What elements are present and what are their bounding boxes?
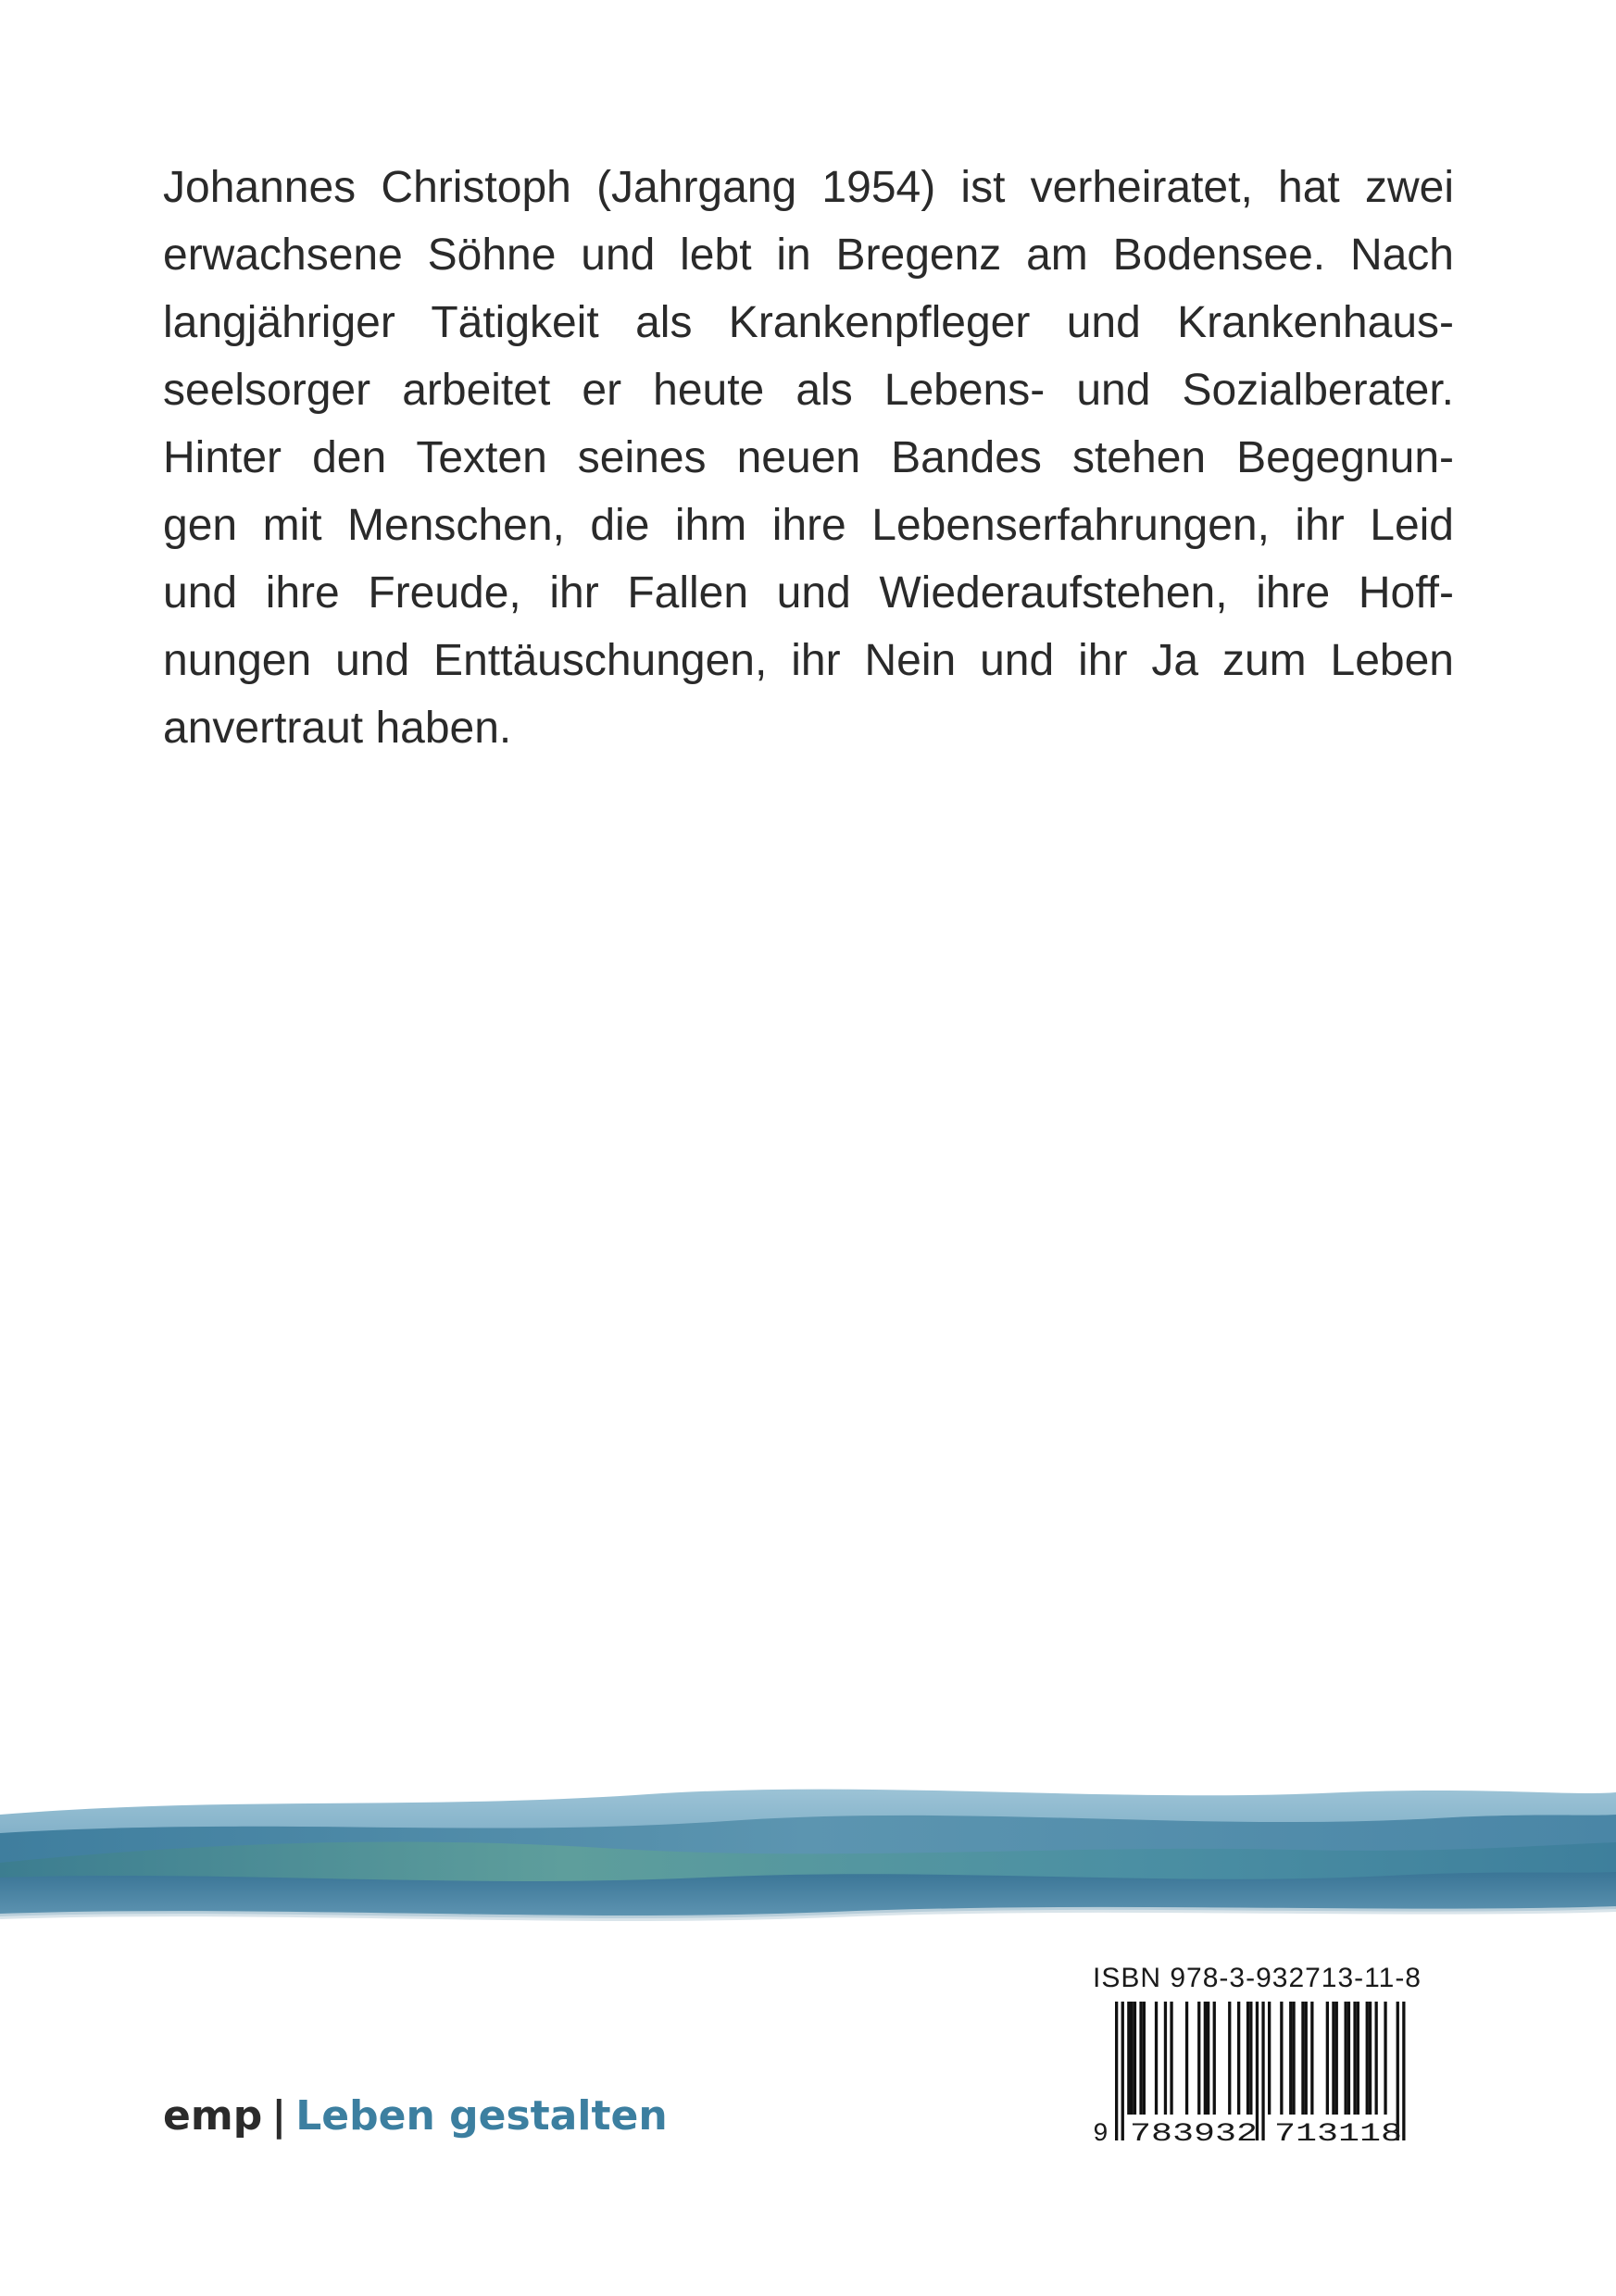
isbn-barcode-block [1093,1963,1435,2148]
barcode-bar [1332,2002,1334,2115]
blurb-line: erwachsene Söhne und lebt in Bregenz am Bodensee. Nach [163,231,1454,280]
barcode-bar [1204,2002,1207,2115]
barcode-bar [1357,2002,1359,2115]
barcode-bar [1289,2002,1292,2115]
barcode-bar [1121,2002,1124,2140]
isbn-label: ISBN 978-3-932713-11-8 [1093,1963,1422,1993]
barcode-bar [1237,2002,1240,2115]
barcode-bar [1185,2002,1188,2115]
barcode-bar [1207,2002,1209,2115]
barcode-bar [1375,2002,1378,2115]
barcode-bar [1139,2002,1142,2115]
publisher-imprint [163,2092,668,2140]
barcode-bar [1347,2002,1350,2115]
blurb-line: seelsorger arbeitet er heute als Lebens- und Sozialberater. [163,366,1454,415]
back-cover-blurb [163,154,1454,762]
barcode-bar [1301,2002,1304,2115]
barcode-bar [1369,2002,1372,2115]
barcode [1093,2002,1435,2150]
barcode-bar [1326,2002,1329,2115]
barcode-bar [1305,2002,1308,2115]
barcode-bar [1115,2002,1118,2140]
barcode-bar [1366,2002,1369,2115]
barcode-bar [1335,2002,1338,2115]
publisher-name: emp [163,2092,263,2140]
blurb-line: und ihre Freude, ihr Fallen und Wiederaufstehen, ihre Hoff- [163,568,1454,618]
barcode-bar [1345,2002,1347,2115]
barcode-bar [1310,2002,1313,2115]
blurb-line: Hinter den Texten seines neuen Bandes stehen Begegnun- [163,433,1454,482]
barcode-bar [1353,2002,1356,2115]
barcode-bar [1170,2002,1172,2115]
barcode-bar [1261,2002,1264,2140]
barcode-bar [1197,2002,1200,2115]
barcode-bar [1131,2002,1134,2115]
barcode-bar [1249,2002,1252,2115]
barcode-bar [1164,2002,1167,2115]
barcode-bar [1292,2002,1295,2115]
barcode-digit-first: 9 [1093,2120,1109,2149]
barcode-bar [1134,2002,1136,2115]
barcode-bar [1384,2002,1386,2115]
barcode-bar [1228,2002,1231,2115]
blurb-line: Johannes Christoph (Jahrgang 1954) ist verheiratet, hat zwei [163,163,1454,212]
series-title: Leben gestalten [295,2092,668,2140]
barcode-bar [1268,2002,1271,2115]
blurb-line: nungen und Enttäuschungen, ihr Nein und ihr Ja zum Leben [163,636,1454,685]
barcode-bar [1127,2002,1130,2115]
blurb-line: gen mit Menschen, die ihm ihre Lebenserfahrungen, ihr Leid [163,501,1454,550]
imprint-separator: | [271,2092,287,2140]
barcode-bar [1143,2002,1146,2115]
blurb-line: anvertraut haben. [163,704,512,753]
barcode-bar [1280,2002,1283,2115]
barcode-digits-left: 783932 [1130,2120,1258,2149]
wave-band-decoration [0,1759,1616,1935]
barcode-bar [1155,2002,1158,2115]
barcode-bar [1213,2002,1216,2115]
barcode-bar [1246,2002,1249,2115]
barcode-digits-right: 713118 [1274,2120,1402,2149]
barcode-bar [1402,2002,1405,2140]
blurb-line: langjähriger Tätigkeit als Krankenpfleger und Krankenhaus- [163,298,1454,347]
